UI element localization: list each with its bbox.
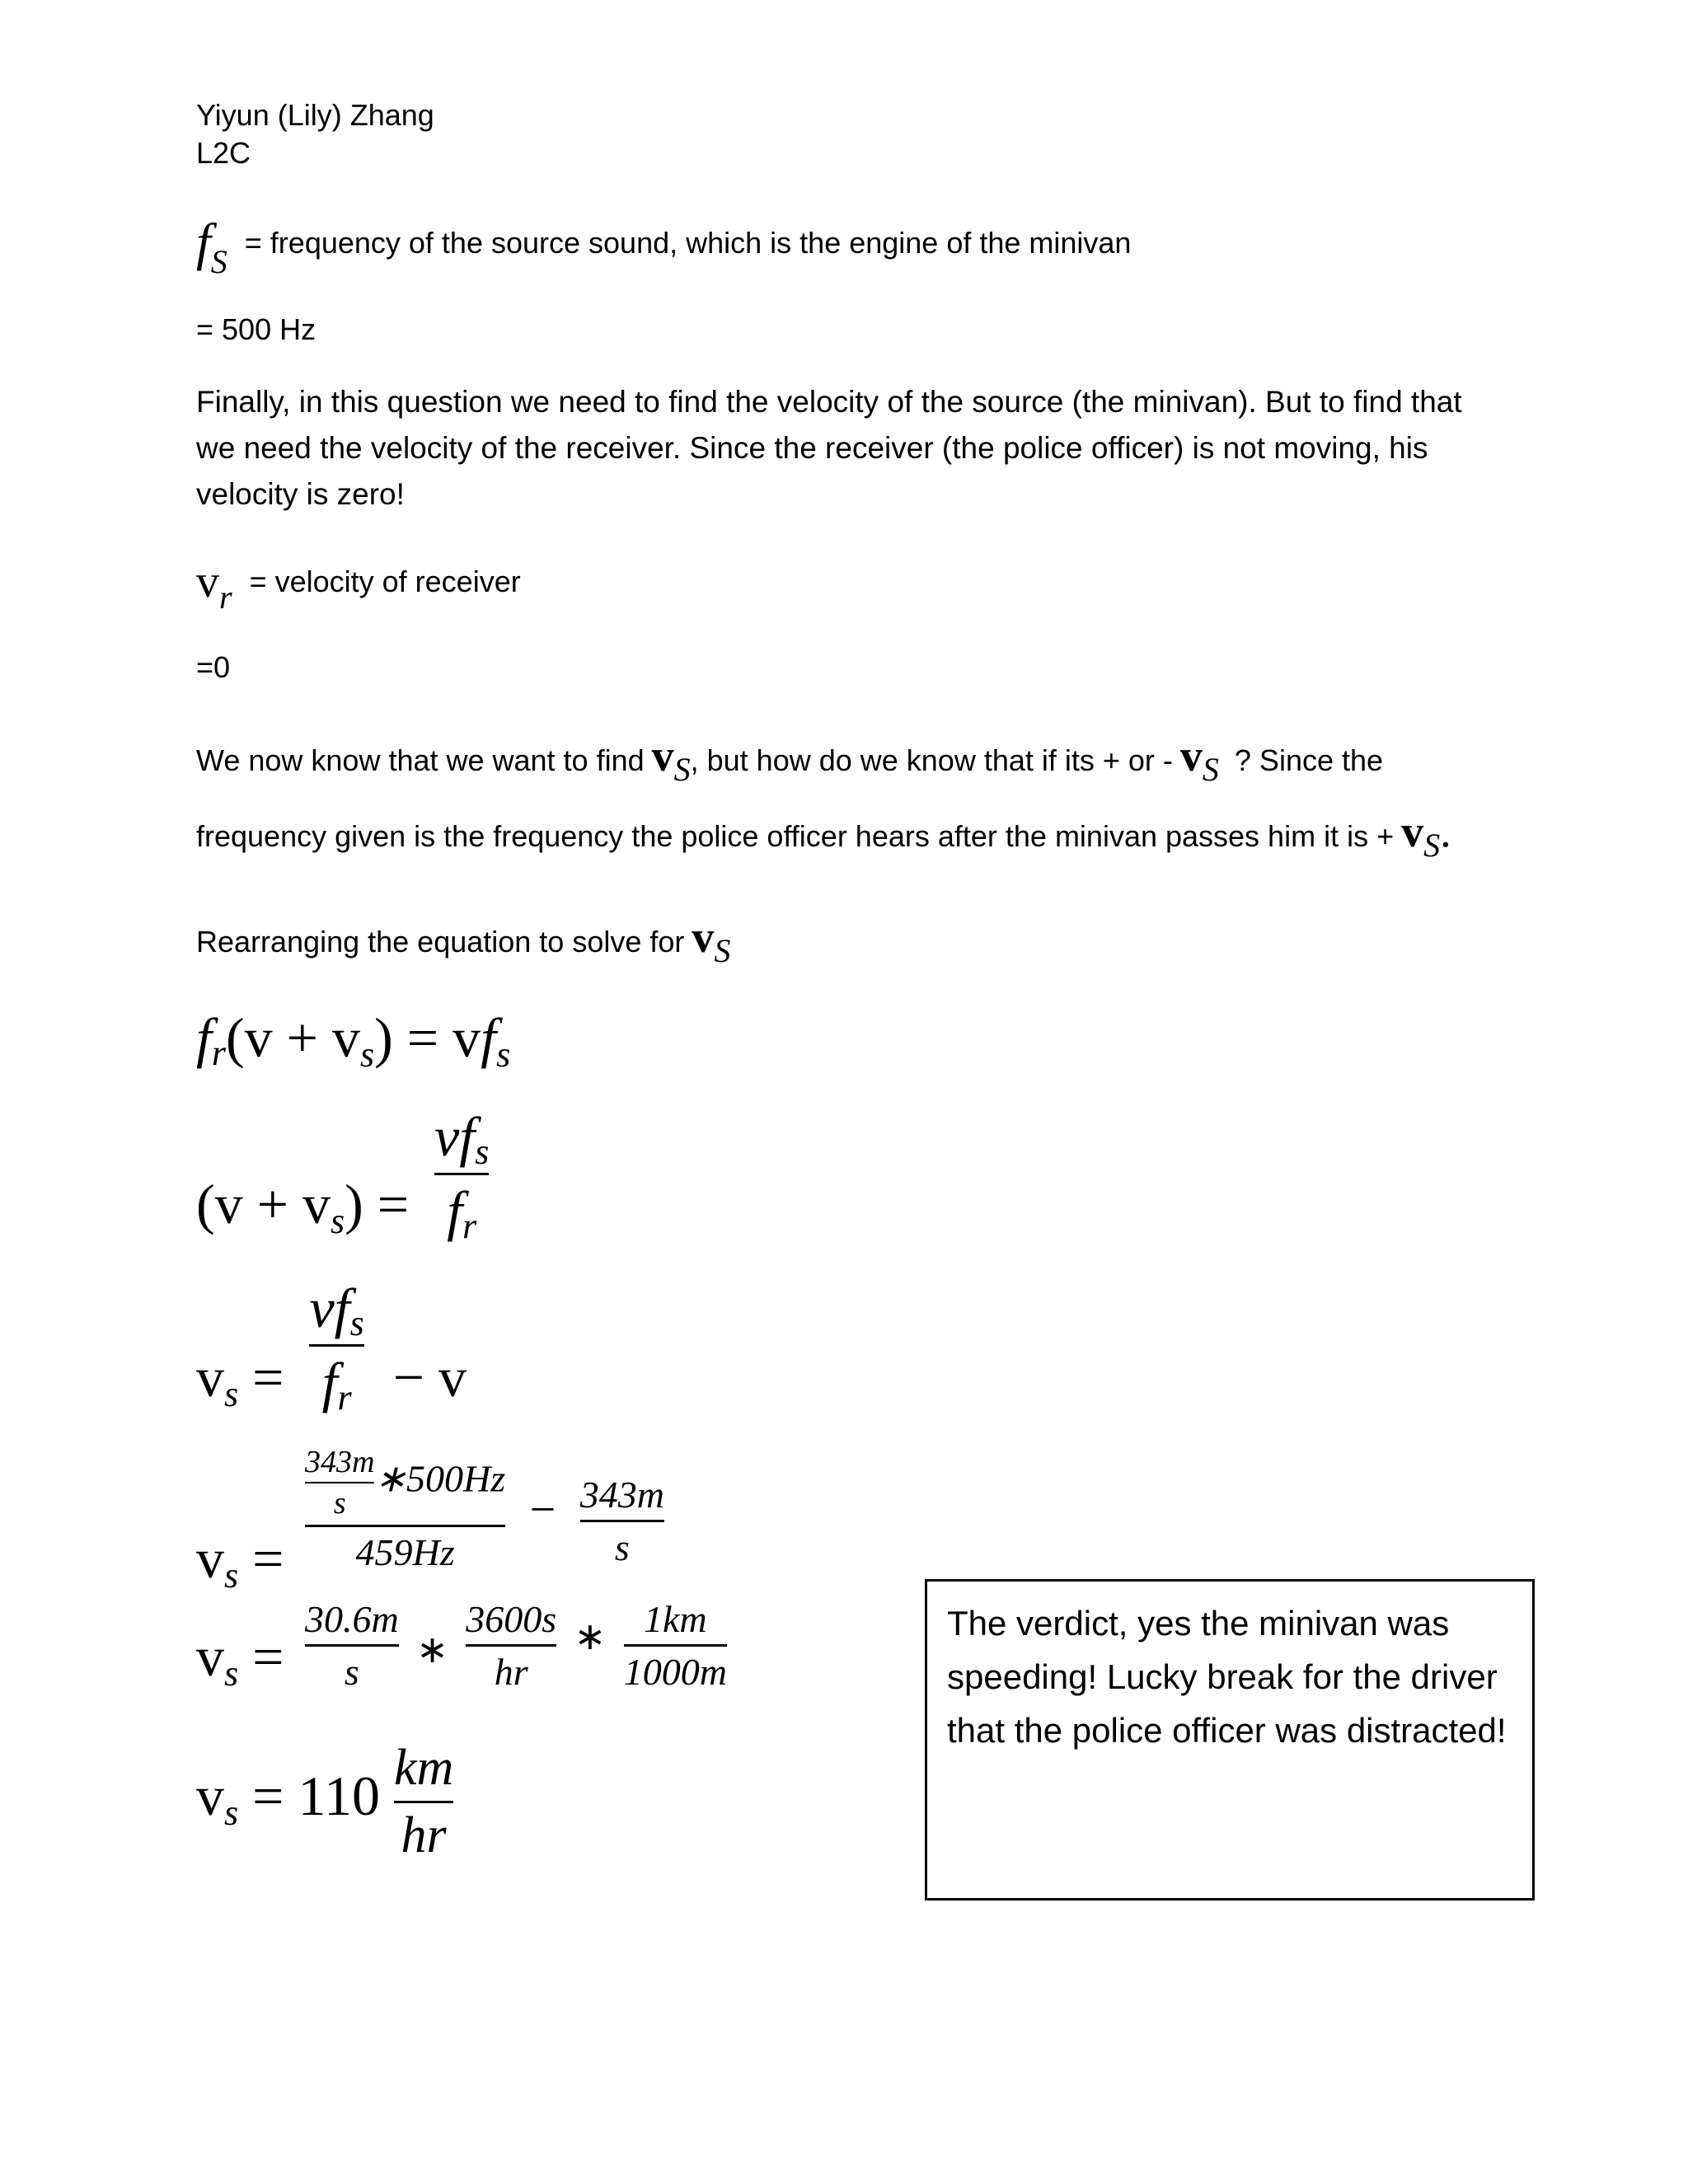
equation-5 [196, 1597, 727, 1694]
eq4-minus: − [529, 1483, 556, 1535]
para2-line2-text: frequency given is the frequency the police officer hears after the minivan passes him it is + [196, 819, 1395, 853]
vs-subscript-4: S [714, 932, 731, 969]
eq2-vs-sub: s [331, 1201, 345, 1242]
vs-symbol-4: v [692, 912, 715, 962]
eq4-r-den: s [614, 1526, 630, 1568]
vr-value: =0 [196, 650, 231, 684]
vs-subscript-2: S [1202, 751, 1219, 788]
eq4-inner-den: s [333, 1486, 346, 1521]
equation-6 [196, 1739, 453, 1865]
period: . [1440, 807, 1451, 856]
vs-symbol-3: v [1401, 807, 1424, 856]
eq4-r-num: 343m [579, 1473, 664, 1516]
vr-description: = velocity of receiver [249, 565, 521, 598]
eq2-num-sub: s [475, 1132, 490, 1172]
eq5-d3: 1000m [623, 1651, 727, 1693]
eq3-num: vf [309, 1277, 350, 1339]
para2-text-3: ? Since the [1234, 743, 1384, 777]
eq4-den: 459Hz [355, 1531, 455, 1573]
rearrange-text: Rearranging the equation to solve for [196, 925, 685, 958]
equation-2 [196, 1104, 489, 1244]
vr-subscript: r [219, 579, 232, 616]
eq5-star-1: ∗ [416, 1629, 448, 1671]
equation-3 [196, 1276, 467, 1418]
eq6-den: hr [401, 1807, 447, 1863]
eq2-lhs: (v + v [196, 1173, 331, 1236]
paragraph-vs-sign-line2 [196, 807, 1451, 864]
verdict-box [925, 1579, 1535, 1900]
eq1-lhs: (v + v [226, 1006, 361, 1069]
eq4-equals: = [252, 1526, 284, 1590]
rearrange-line [196, 912, 731, 969]
eq3-den-sub: r [337, 1377, 352, 1418]
eq1-fr-sub: r [211, 1033, 227, 1073]
eq3-tail: − v [392, 1346, 467, 1409]
eq1-lhs-end: ) = v [374, 1006, 481, 1069]
equation-1 [196, 1005, 511, 1075]
vr-symbol: v [196, 556, 219, 607]
eq5-d1: s [344, 1651, 359, 1693]
eq4-mult: ∗500Hz [374, 1457, 506, 1500]
vs-subscript-3: S [1423, 827, 1441, 864]
eq3-lhs: v [196, 1346, 224, 1409]
paragraph-vs-sign-line1 [196, 731, 1384, 788]
eq2-den-sub: r [462, 1206, 477, 1246]
eq5-lhs-sub: s [224, 1653, 239, 1694]
eq6-equals: = [252, 1765, 284, 1828]
verdict-text: The verdict, yes the minivan was speeding! Lucky break for the driver that the police officer was distracted! [947, 1604, 1507, 1750]
fs-subscript: S [210, 243, 227, 280]
eq3-lhs-sub: s [224, 1374, 239, 1415]
eq6-lhs-sub: s [224, 1793, 239, 1834]
eq1-fs-sub: s [496, 1034, 511, 1075]
eq6-lhs: v [196, 1765, 224, 1828]
eq1-fs: f [481, 1006, 497, 1069]
eq1-fr: f [196, 1006, 212, 1069]
eq6-value: 110 [298, 1765, 380, 1828]
eq2-den: f [447, 1179, 463, 1242]
vs-subscript-1: S [673, 751, 691, 788]
eq3-num-sub: s [349, 1303, 364, 1343]
eq3-equals: = [252, 1346, 284, 1409]
para2-text-2: , but how do we know that if its + or - [690, 743, 1173, 777]
eq5-n2: 3600s [466, 1598, 557, 1640]
eq5-d2: hr [494, 1651, 528, 1693]
eq5-lhs: v [196, 1625, 224, 1689]
section-label: L2C [196, 136, 251, 170]
eq1-vs-sub: s [360, 1034, 375, 1075]
para2-text-1: We now know that we want to find [196, 743, 645, 777]
eq5-n3: 1km [644, 1598, 707, 1640]
eq5-equals: = [252, 1625, 284, 1689]
eq3-den: f [321, 1351, 338, 1413]
vs-symbol-2: v [1179, 731, 1203, 780]
eq4-lhs-sub: s [224, 1554, 239, 1596]
eq2-lhs-end: ) = [345, 1173, 410, 1236]
vr-definition [196, 556, 521, 616]
eq2-num: vf [434, 1105, 476, 1168]
fs-symbol: f [196, 213, 211, 271]
eq5-star-2: ∗ [574, 1615, 607, 1658]
fs-definition [196, 213, 1132, 280]
fs-value: = 500 Hz [196, 312, 316, 346]
eq5-n1: 30.6m [304, 1598, 399, 1640]
equation-4 [196, 1444, 664, 1596]
paragraph-velocity-intro: Finally, in this question we need to find the velocity of the source (the minivan). But to find that we need the velocity of the receiver. Since the receiver (the police officer) is not moving, his velocity is zero! [196, 385, 1462, 511]
fs-description: = frequency of the source sound, which is the engine of the minivan [244, 226, 1132, 260]
eq4-lhs: v [196, 1526, 224, 1590]
eq6-num: km [393, 1740, 454, 1796]
vs-symbol-1: v [651, 731, 674, 780]
eq4-inner-num: 343m [304, 1445, 375, 1479]
author-name: Yiyun (Lily) Zhang [196, 98, 434, 132]
